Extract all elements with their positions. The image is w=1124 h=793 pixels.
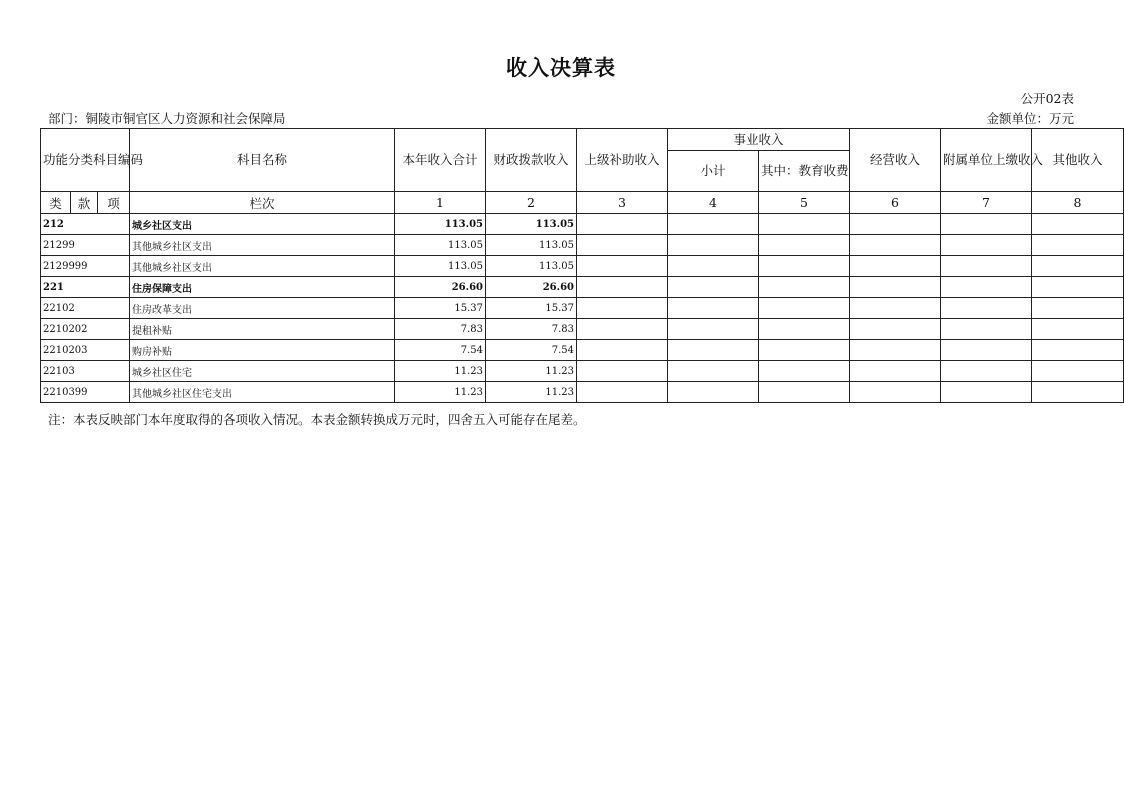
header-business-edu: 其中：教育收费 xyxy=(759,151,850,192)
row-code: 2210399 xyxy=(41,382,130,403)
row-business-subtotal xyxy=(668,361,759,382)
index-kuan: 款 xyxy=(71,192,98,214)
row-other xyxy=(1032,235,1124,256)
row-code: 2210203 xyxy=(41,340,130,361)
index-col-6: 6 xyxy=(850,192,941,214)
row-business-edu xyxy=(759,277,850,298)
row-total: 15.37 xyxy=(395,298,486,319)
row-total: 26.60 xyxy=(395,277,486,298)
row-name: 其他城乡社区支出 xyxy=(130,256,395,277)
header-total: 本年收入合计 xyxy=(395,129,486,192)
row-affiliated xyxy=(941,256,1032,277)
row-code: 2129999 xyxy=(41,256,130,277)
row-business-subtotal xyxy=(668,340,759,361)
row-business-subtotal xyxy=(668,382,759,403)
row-business-subtotal xyxy=(668,256,759,277)
row-name: 住房保障支出 xyxy=(130,277,395,298)
row-total: 7.54 xyxy=(395,340,486,361)
row-affiliated xyxy=(941,319,1032,340)
row-code: 212 xyxy=(41,214,130,235)
row-name: 城乡社区住宅 xyxy=(130,361,395,382)
index-col-1: 1 xyxy=(395,192,486,214)
index-col-8: 8 xyxy=(1032,192,1124,214)
row-superior xyxy=(577,277,668,298)
row-other xyxy=(1032,256,1124,277)
row-affiliated xyxy=(941,361,1032,382)
header-business-subtotal: 小计 xyxy=(668,151,759,192)
form-number: 公开02表 xyxy=(1020,91,1074,106)
row-business-subtotal xyxy=(668,298,759,319)
header-affiliated: 附属单位上缴收入 xyxy=(941,129,1032,192)
row-total: 113.05 xyxy=(395,235,486,256)
row-superior xyxy=(577,319,668,340)
row-superior xyxy=(577,256,668,277)
row-business-edu xyxy=(759,298,850,319)
header-business: 事业收入 xyxy=(668,129,850,151)
row-fiscal: 7.83 xyxy=(486,319,577,340)
row-affiliated xyxy=(941,214,1032,235)
header-operating: 经营收入 xyxy=(850,129,941,192)
row-operating xyxy=(850,214,941,235)
row-other xyxy=(1032,277,1124,298)
row-name: 城乡社区支出 xyxy=(130,214,395,235)
row-name: 其他城乡社区住宅支出 xyxy=(130,382,395,403)
row-fiscal: 113.05 xyxy=(486,235,577,256)
table-row xyxy=(41,256,1124,277)
table-row xyxy=(41,277,1124,298)
row-other xyxy=(1032,298,1124,319)
header-name: 科目名称 xyxy=(130,129,395,192)
row-affiliated xyxy=(941,382,1032,403)
row-business-subtotal xyxy=(668,277,759,298)
table-row xyxy=(41,382,1124,403)
row-other xyxy=(1032,340,1124,361)
row-operating xyxy=(850,256,941,277)
row-affiliated xyxy=(941,277,1032,298)
index-col-3: 3 xyxy=(577,192,668,214)
row-name: 住房改革支出 xyxy=(130,298,395,319)
row-total: 7.83 xyxy=(395,319,486,340)
row-name: 提租补贴 xyxy=(130,319,395,340)
header-fiscal: 财政拨款收入 xyxy=(486,129,577,192)
row-operating xyxy=(850,298,941,319)
row-name: 其他城乡社区支出 xyxy=(130,235,395,256)
row-code: 22102 xyxy=(41,298,130,319)
header-other: 其他收入 xyxy=(1032,129,1124,192)
row-operating xyxy=(850,361,941,382)
row-fiscal: 26.60 xyxy=(486,277,577,298)
index-col-7: 7 xyxy=(941,192,1032,214)
row-business-edu xyxy=(759,340,850,361)
row-superior xyxy=(577,298,668,319)
row-superior xyxy=(577,214,668,235)
row-total: 11.23 xyxy=(395,382,486,403)
row-other xyxy=(1032,319,1124,340)
row-other xyxy=(1032,214,1124,235)
index-col-5: 5 xyxy=(759,192,850,214)
table-row xyxy=(41,298,1124,319)
page-title: 收入决算表 xyxy=(506,56,616,80)
row-fiscal: 15.37 xyxy=(486,298,577,319)
index-xiang: 项 xyxy=(98,192,130,214)
row-total: 113.05 xyxy=(395,256,486,277)
amount-unit-label: 金额单位：万元 xyxy=(986,111,1074,126)
index-lanci: 栏次 xyxy=(130,192,395,214)
index-col-4: 4 xyxy=(668,192,759,214)
row-business-subtotal xyxy=(668,214,759,235)
row-affiliated xyxy=(941,298,1032,319)
row-business-edu xyxy=(759,235,850,256)
row-operating xyxy=(850,277,941,298)
row-affiliated xyxy=(941,235,1032,256)
row-operating xyxy=(850,340,941,361)
row-business-edu xyxy=(759,214,850,235)
row-operating xyxy=(850,319,941,340)
income-final-accounts-table xyxy=(40,128,1124,403)
index-col-2: 2 xyxy=(486,192,577,214)
row-name: 购房补贴 xyxy=(130,340,395,361)
row-superior xyxy=(577,340,668,361)
header-code: 功能分类科目编码 xyxy=(41,129,130,192)
row-superior xyxy=(577,382,668,403)
column-index-row xyxy=(41,192,1124,214)
table-row xyxy=(41,214,1124,235)
row-fiscal: 11.23 xyxy=(486,382,577,403)
row-business-edu xyxy=(759,361,850,382)
header-superior: 上级补助收入 xyxy=(577,129,668,192)
table-row xyxy=(41,340,1124,361)
row-fiscal: 113.05 xyxy=(486,214,577,235)
row-code: 22103 xyxy=(41,361,130,382)
header-row-1 xyxy=(41,129,1124,151)
row-business-edu xyxy=(759,319,850,340)
row-code: 221 xyxy=(41,277,130,298)
row-business-edu xyxy=(759,382,850,403)
row-business-subtotal xyxy=(668,319,759,340)
row-affiliated xyxy=(941,340,1032,361)
row-business-edu xyxy=(759,256,850,277)
department-label: 部门：铜陵市铜官区人力资源和社会保障局 xyxy=(48,111,286,126)
row-operating xyxy=(850,382,941,403)
row-operating xyxy=(850,235,941,256)
table-row xyxy=(41,235,1124,256)
row-superior xyxy=(577,235,668,256)
index-lei: 类 xyxy=(41,192,71,214)
table-row xyxy=(41,319,1124,340)
row-fiscal: 113.05 xyxy=(486,256,577,277)
table-note: 注：本表反映部门本年度取得的各项收入情况。本表金额转换成万元时，四舍五入可能存在尾差。 xyxy=(48,412,586,427)
row-fiscal: 7.54 xyxy=(486,340,577,361)
row-code: 21299 xyxy=(41,235,130,256)
table-row xyxy=(41,361,1124,382)
row-fiscal: 11.23 xyxy=(486,361,577,382)
row-total: 113.05 xyxy=(395,214,486,235)
row-total: 11.23 xyxy=(395,361,486,382)
row-other xyxy=(1032,361,1124,382)
row-code: 2210202 xyxy=(41,319,130,340)
row-superior xyxy=(577,361,668,382)
row-business-subtotal xyxy=(668,235,759,256)
row-other xyxy=(1032,382,1124,403)
